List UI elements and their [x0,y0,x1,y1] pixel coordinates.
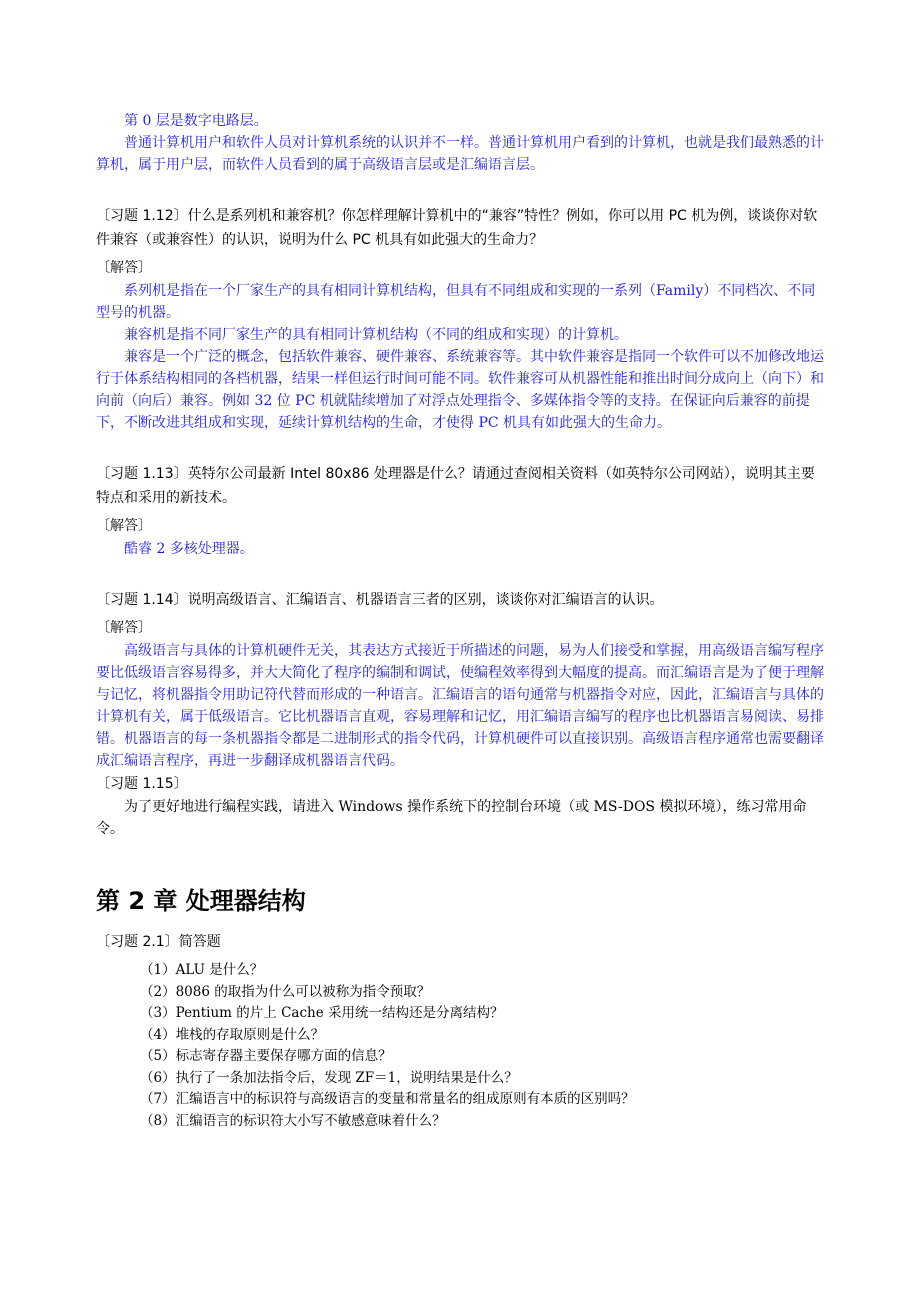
list-item: （8）汇编语言的标识符大小写不敏感意味着什么？ [140,1112,446,1129]
exercise-1-14-answer: 高级语言与具体的计算机硬件无关，其表达方式接近于所描述的问题，易为人们接受和掌握，用高级语言编写程序要比低级语言容易得多，并大大简化了程序的编制和调试，使编程效率得到大幅度的提高。而汇编语言是为了便于理解与记忆，将机器指令用助记符代替而形成的一种语言。汇编语言的语句通常与机器指令对应，因此，汇编语言与具体的计算机有关，属于低级语言。它比机器语言直观，容易理解和记忆，用汇编语言编写的程序也比机器语言易阅读、易排错。机器语言的每一条机器指令都是二进制形式的指令代码，计算机硬件可以直接识别。高级语言程序通常也需要翻译成汇编语言程序，再进一步翻译成机器语言代码。 [96,643,824,769]
exercise-1-14-question: 〔习题 1.14〕说明高级语言、汇编语言、机器语言三者的区别，谈谈你对汇编语言的认识。 [96,592,664,608]
question-list [96,960,828,1132]
spacer [96,176,828,204]
list-item: （4）堆栈的存取原则是什么？ [140,1026,325,1043]
exercise-1-14-answer-label: 〔解答〕 [96,620,152,636]
list-item: （1）ALU 是什么？ [140,962,264,978]
exercise-1-15-text: 为了更好地进行编程实践，请进入 Windows 操作系统下的控制台环境（或 MS-DOS 模拟环境），练习常用命令。 [96,799,807,837]
exercise-1-13-question: 〔习题 1.13〕英特尔公司最新 Intel 80x86 处理器是什么？请通过查阅相关资料（如英特尔公司网站），说明其主要特点和采用的新技术。 [96,466,815,506]
list-item: （3）Pentium 的片上 Cache 采用统一结构还是分离结构？ [140,1005,504,1021]
layer0-text: 第 0 层是数字电路层。 [124,113,268,129]
exercise-2-1-label: 〔习题 2.1〕简答题 [96,934,221,950]
list-item: （5）标志寄存器主要保存哪方面的信息？ [140,1048,392,1064]
chapter-title: 第 2 章 处理器结构 [96,887,306,915]
exercise-1-12-answer-1: 系列机是指在一个厂家生产的具有相同计算机结构，但具有不同组成和实现的一系列（Family）不同档次、不同型号的机器。 [96,283,816,321]
exercise-1-12-answer-2: 兼容机是指不同厂家生产的具有相同计算机结构（不同的组成和实现）的计算机。 [124,327,628,343]
exercise-1-13-answer: 酷睿 2 多核处理器。 [124,541,254,557]
spacer [96,434,828,462]
exercise-1-13-answer-label: 〔解答〕 [96,518,152,534]
users-view-text: 普通计算机用户和软件人员对计算机系统的认识并不一样。普通计算机用户看到的计算机，也就是我们最熟悉的计算机，属于用户层，而软件人员看到的属于高级语言层或是汇编语言层。 [96,135,824,173]
exercise-1-15-label: 〔习题 1.15〕 [96,776,188,792]
list-item: （2）8086 的取指为什么可以被称为指令预取？ [140,983,431,1000]
document-page [96,110,828,1132]
list-item: （7）汇编语言中的标识符与高级语言的变量和常量名的组成原则有本质的区别吗？ [140,1091,635,1107]
exercise-1-12-question: 〔习题 1.12〕什么是系列机和兼容机？你怎样理解计算机中的“兼容”特性？例如，你可以用 PC 机为例，谈谈你对软件兼容（或兼容性）的认识，说明为什么 PC 机具有如此强大的生命力？ [96,208,818,248]
spacer [96,560,828,588]
exercise-1-12-answer-label: 〔解答〕 [96,260,152,276]
list-item: （6）执行了一条加法指令后，发现 ZF＝1，说明结果是什么？ [140,1069,518,1086]
exercise-1-12-answer-3: 兼容是一个广泛的概念，包括软件兼容、硬件兼容、系统兼容等。其中软件兼容是指同一个软件可以不加修改地运行于体系结构相同的各档机器，结果一样但运行时间可能不同。软件兼容可从机器性能和推出时间分成向上（向下）和向前（向后）兼容。例如 32 位 PC 机就陆续增加了对浮点处理指令、多媒体指令等的支持。在保证向后兼容的前提下，不断改进其组成和实现，延续计算机结构的生命，才使得 PC 机具有如此强大的生命力。 [96,349,824,431]
